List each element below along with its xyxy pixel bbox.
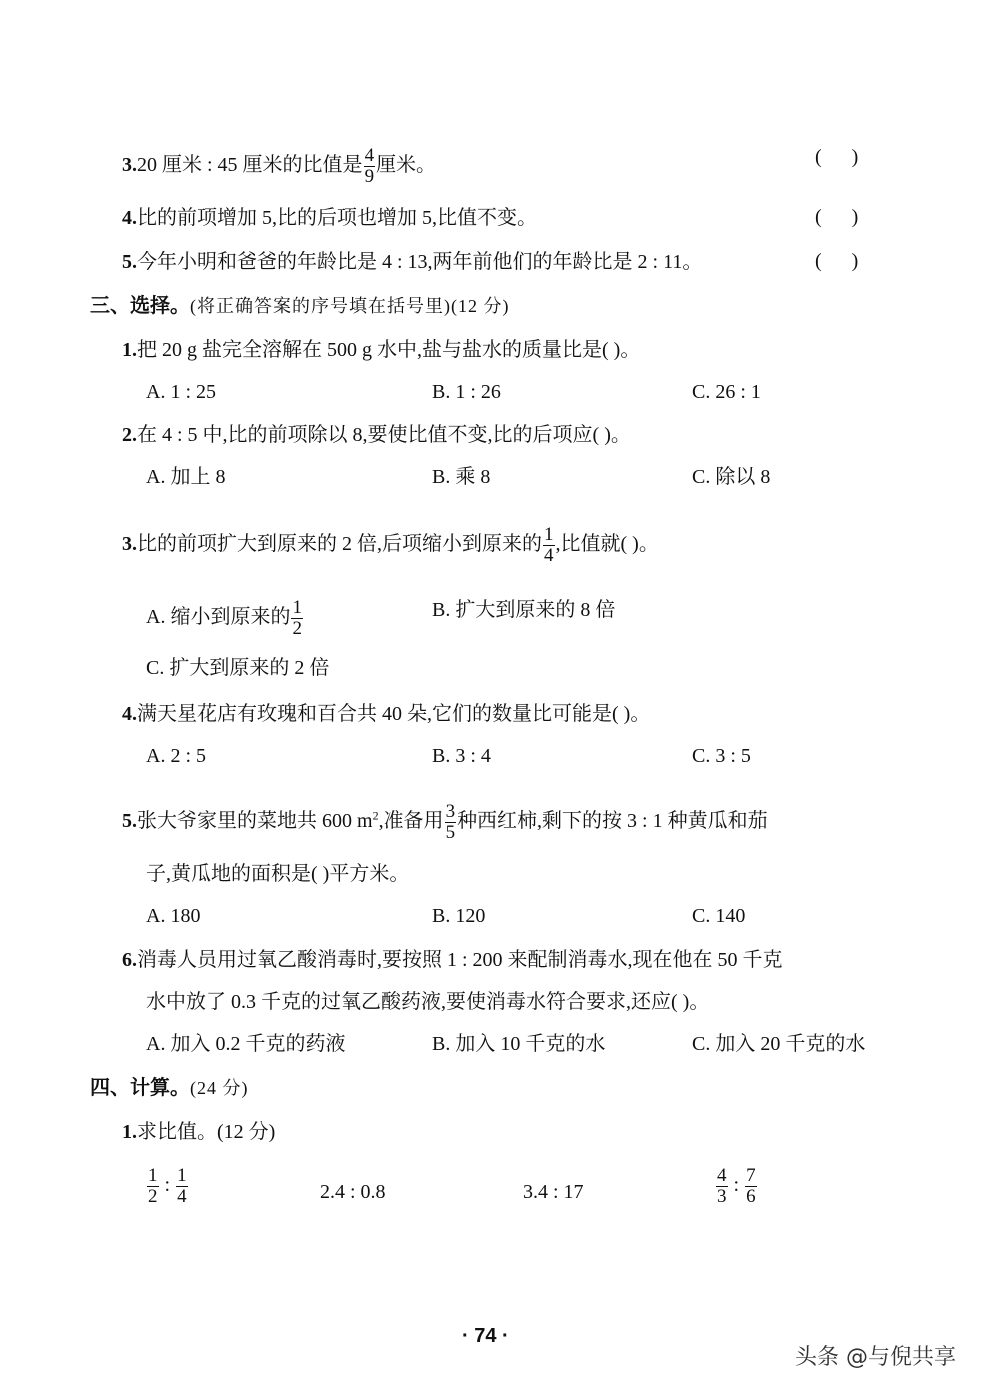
section-title: 三、选择。 — [90, 295, 190, 317]
q5-option-b[interactable]: B. 120 — [432, 905, 486, 927]
fraction: $\frac{4}{3}$ — [717, 1165, 727, 1207]
fraction: $\frac{1}{4}$ — [177, 1165, 187, 1207]
calc-subquestion-1 — [122, 1120, 275, 1144]
watermark: 头条 @与倪共享 — [795, 1345, 956, 1370]
question-number: 5. — [122, 810, 137, 833]
section-heading-calc — [90, 1076, 249, 1100]
question-number: 1. — [122, 1121, 137, 1143]
choice-question-5-line2: 子,黄瓜地的面积是( )平方米。 — [146, 863, 410, 885]
calc-expr-4 — [715, 1166, 758, 1207]
judge-item-3 — [122, 146, 436, 187]
question-number: 6. — [122, 949, 137, 971]
section-title: 四、计算。 — [90, 1077, 190, 1099]
q5-option-c[interactable]: C. 140 — [692, 905, 746, 927]
q4-option-a[interactable]: A. 2 : 5 — [146, 745, 206, 767]
section-note: (将正确答案的序号填在括号里)(12 分) — [190, 296, 510, 316]
q3-option-b[interactable]: B. 扩大到原来的 8 倍 — [432, 599, 616, 621]
question-text: 消毒人员用过氧乙酸消毒时,要按照 1 : 200 来配制消毒水,现在他在 50 千克 — [137, 949, 783, 971]
q2-option-a[interactable]: A. 加上 8 — [146, 466, 226, 488]
choice-question-3 — [122, 525, 659, 566]
option-label: A. 缩小到原来的 — [146, 606, 291, 629]
item-text-after: 厘米。 — [376, 154, 437, 177]
fraction: $\frac{3}{5}$ — [445, 801, 456, 843]
fraction: $\frac{1}{2}$ — [292, 597, 302, 639]
question-text: 在 4 : 5 中,比的前项除以 8,要使比值不变,比的后项应( )。 — [137, 424, 631, 446]
answer-paren-3[interactable]: ( ) — [815, 146, 859, 168]
question-number: 4. — [122, 703, 137, 725]
item-text: 比的前项增加 5,比的后项也增加 5,比值不变。 — [137, 207, 537, 229]
answer-paren-5[interactable]: ( ) — [815, 250, 859, 272]
q1-option-b[interactable]: B. 1 : 26 — [432, 381, 501, 403]
item-text: 20 厘米 : 45 厘米的比值是 — [137, 154, 363, 177]
choice-question-1 — [122, 338, 640, 362]
fraction: $\frac{1}{2}$ — [148, 1165, 158, 1207]
answer-paren-4[interactable]: ( ) — [815, 206, 859, 228]
judge-item-5 — [122, 250, 702, 274]
choice-question-4 — [122, 702, 650, 726]
section-heading-choice — [90, 294, 509, 318]
question-number: 1. — [122, 339, 137, 361]
question-text: 满天星花店有玫瑰和百合共 40 朵,它们的数量比可能是( )。 — [137, 703, 651, 725]
q3-option-a[interactable] — [146, 598, 304, 639]
question-text: 把 20 g 盐完全溶解在 500 g 水中,盐与盐水的质量比是( )。 — [137, 339, 641, 361]
choice-question-6-line2: 水中放了 0.3 千克的过氧乙酸药液,要使消毒水符合要求,还应( )。 — [146, 991, 710, 1013]
fraction: $\frac{4}{9}$ — [364, 145, 375, 187]
page-number: · 74 · — [462, 1325, 509, 1347]
question-text: 比的前项扩大到原来的 2 倍,后项缩小到原来的 — [137, 533, 542, 556]
question-text-after: ,比值就( )。 — [555, 533, 659, 556]
q5-option-a[interactable]: A. 180 — [146, 905, 201, 927]
calc-expr-3: 3.4 : 17 — [523, 1181, 584, 1203]
item-number: 3. — [122, 154, 137, 177]
q2-option-c[interactable]: C. 除以 8 — [692, 466, 771, 488]
item-text: 今年小明和爸爸的年龄比是 4 : 13,两年前他们的年龄比是 2 : 11。 — [137, 251, 703, 273]
choice-question-2 — [122, 423, 631, 447]
calc-expr-2: 2.4 : 0.8 — [320, 1181, 386, 1203]
q4-option-b[interactable]: B. 3 : 4 — [432, 745, 491, 767]
choice-question-6 — [122, 948, 783, 972]
calc-expr-1 — [146, 1166, 189, 1207]
question-text-after: 种西红柿,剩下的按 3 : 1 种黄瓜和茄 — [457, 810, 768, 833]
judge-item-4 — [122, 206, 537, 230]
ratio-colon: : — [164, 1174, 171, 1197]
q6-option-c[interactable]: C. 加入 20 千克的水 — [692, 1033, 866, 1055]
q6-option-a[interactable]: A. 加入 0.2 千克的药液 — [146, 1033, 346, 1055]
choice-question-5 — [122, 802, 768, 843]
fraction: $\frac{7}{6}$ — [746, 1165, 756, 1207]
question-text: 求比值。(12 分) — [137, 1121, 276, 1143]
question-number: 2. — [122, 424, 137, 446]
fraction: $\frac{1}{4}$ — [544, 524, 554, 566]
q6-option-b[interactable]: B. 加入 10 千克的水 — [432, 1033, 606, 1055]
q1-option-c[interactable]: C. 26 : 1 — [692, 381, 761, 403]
q1-option-a[interactable]: A. 1 : 25 — [146, 381, 216, 403]
section-note: (24 分) — [190, 1078, 249, 1098]
q4-option-c[interactable]: C. 3 : 5 — [692, 745, 751, 767]
item-number: 4. — [122, 207, 137, 229]
question-text-mid: ,准备用 — [378, 810, 444, 833]
q3-option-c[interactable]: C. 扩大到原来的 2 倍 — [146, 657, 330, 679]
item-number: 5. — [122, 251, 137, 273]
ratio-colon: : — [733, 1174, 740, 1197]
question-number: 3. — [122, 533, 137, 556]
q2-option-b[interactable]: B. 乘 8 — [432, 466, 491, 488]
superscript: 2 — [372, 808, 379, 823]
question-text: 张大爷家里的菜地共 600 m — [137, 810, 373, 833]
